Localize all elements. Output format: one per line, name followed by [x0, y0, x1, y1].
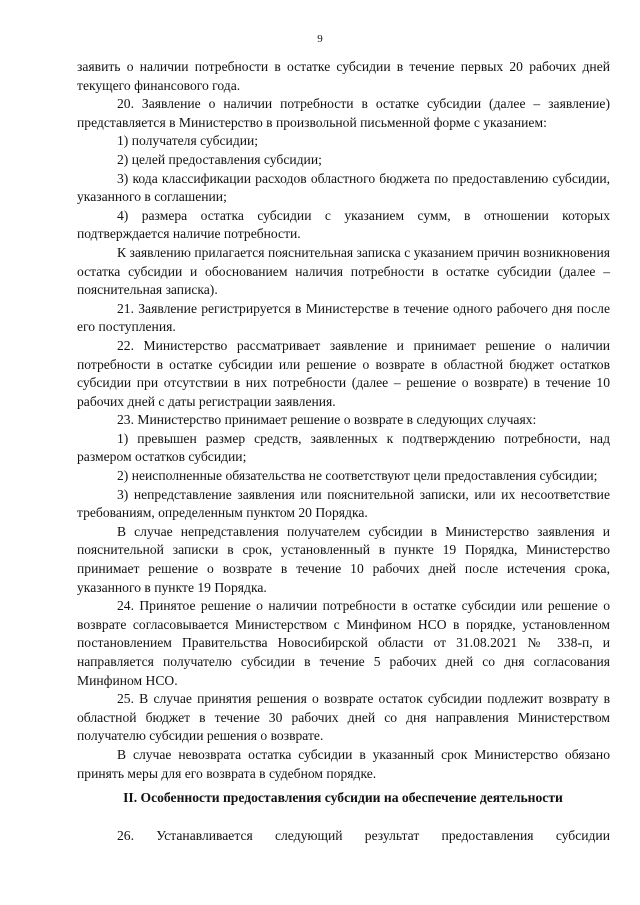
paragraph: В случае непредставления получателем субсидии в Министерство заявления и пояснительной записки в срок, установленный в пункте 19 Порядка, Министерство принимает решение о возврате в течение 10 рабочих дней после истечения срока, указанного в пункте 19 Порядка.: [77, 523, 610, 595]
paragraph: 23. Министерство принимает решение о возврате в следующих случаях:: [117, 412, 537, 428]
paragraph: В случае невозврата остатка субсидии в указанный срок Министерство обязано принять меры для его возврата в судебном порядке.: [77, 746, 610, 781]
paragraph: 1) получателя субсидии;: [117, 133, 259, 149]
page-number: 9: [317, 33, 323, 45]
paragraph: 2) неисполненные обязательства не соответствуют цели предоставления субсидии;: [117, 468, 598, 484]
paragraph: 3) непредставление заявления или пояснительной записки, или их несоответствие требованиям, определенным пунктом 20 Порядка.: [77, 486, 610, 521]
paragraph: 20. Заявление о наличии потребности в остатке субсидии (далее – заявление) представляется в Министерство в произвольной письменной форме с указанием:: [77, 96, 610, 130]
paragraph: 21. Заявление регистрируется в Министерстве в течение одного рабочего дня после его поступления.: [77, 300, 610, 335]
paragraph: 26. Устанавливается следующий результат предоставления субсидии: [117, 828, 610, 843]
paragraph: 2) целей предоставления субсидии;: [117, 151, 322, 167]
paragraph: К заявлению прилагается пояснительная записка с указанием причин возникновения остатка субсидии и обоснованием наличия потребности в остатке субсидии (далее – пояснительная записка).: [77, 244, 610, 298]
paragraph: заявить о наличии потребности в остатке субсидии в течение первых 20 рабочих дней текущего финансового года.: [77, 59, 610, 93]
paragraph: 24. Принятое решение о наличии потребности в остатке субсидии или решение о возврате согласовывается Министерством с Минфином НСО в порядке, установленном постановлением Правительства Новосибирской области от 31.08.2021 № 338-п, и направляется получателю субсидии в течение 5 рабочих дней со дня согласования Минфином НСО.: [77, 598, 610, 688]
body-text: [77, 58, 610, 783]
paragraph: 1) превышен размер средств, заявленных к подтверждению потребности, над размером остатков субсидии;: [77, 430, 610, 465]
paragraph: 4) размера остатка субсидии с указанием сумм, в отношении которых подтверждается наличие потребности.: [77, 207, 610, 242]
paragraph: 25. В случае принятия решения о возврате остаток субсидии подлежит возврату в областной бюджет в течение 30 рабочих дней со дня направления Министерством получателю субсидии решения о возврате.: [77, 691, 610, 744]
paragraph: 3) кода классификации расходов областного бюджета по предоставлению субсидии, указанного в соглашении;: [77, 170, 610, 205]
section-heading: II. Особенности предоставления субсидии на обеспечение деятельности: [123, 790, 563, 805]
paragraph: 22. Министерство рассматривает заявление и принимает решение о наличии потребности в остатке субсидии или решение о возврате в областной бюджет остатков субсидии при отсутствии в них потребности (далее – решение о возврате) в течение 10 рабочих дней с даты регистрации заявления.: [77, 337, 610, 409]
